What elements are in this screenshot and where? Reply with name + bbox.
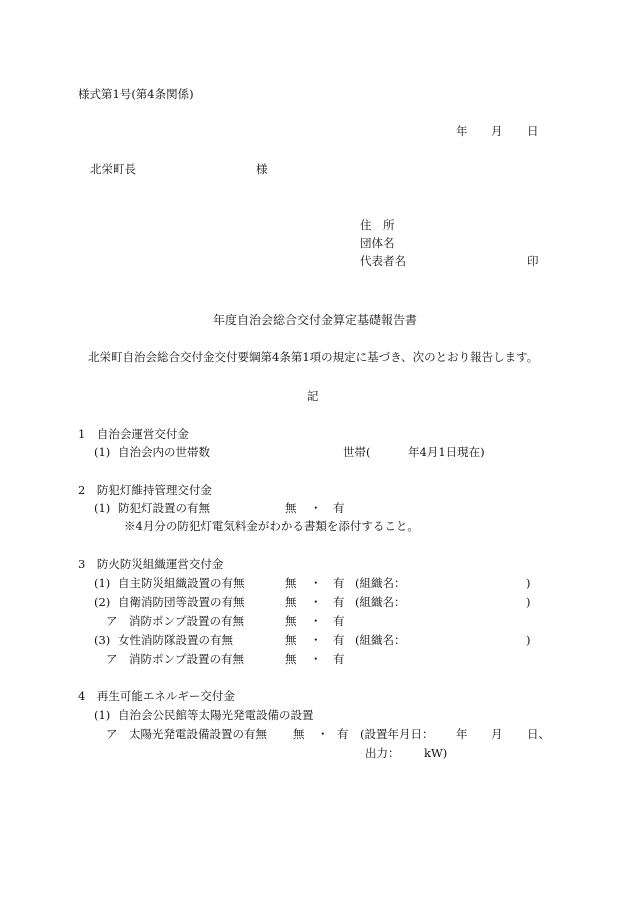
choice-yes: 有 (333, 614, 345, 628)
s1-item1-label: 自治会内の世帯数 (118, 445, 210, 459)
choice-dot: ・ (310, 614, 322, 628)
s1-as-of-date: 年4月1日現在) (408, 445, 485, 459)
choice-yes: 有 (333, 652, 345, 666)
install-date-label: (設置年月日： (360, 727, 434, 741)
intro-text: 北栄町自治会総合交付金交付要綱第4条第1項の規定に基づき、次のとおり報告します。 (88, 350, 539, 364)
date-day: 日 (527, 124, 539, 138)
install-month: 月 (491, 727, 503, 741)
s4-solar-label: ア 太陽光発電設備設置の有無 (106, 727, 267, 741)
section-4-heading: 4 再生可能エネルギー交付金 (78, 689, 235, 703)
date-month: 月 (491, 124, 503, 138)
org-name-label: (組織名： (355, 633, 406, 647)
choice-yes: 有 (333, 595, 345, 609)
section-3-heading: 3 防火防災組織運営交付金 (78, 557, 224, 571)
org-name-close: ) (526, 595, 531, 609)
install-year: 年 (456, 727, 468, 741)
org-name-label: (組織名： (355, 576, 406, 590)
s3-item2a-label: ア 消防ポンプ設置の有無 (106, 614, 244, 628)
s4-item1-number: (1) (94, 708, 111, 722)
choice-none: 無 (285, 614, 297, 628)
s2-note: ※4月分の防犯灯電気料金がわかる書類を添付すること。 (124, 519, 419, 533)
choice-dot: ・ (317, 727, 329, 741)
choice-yes: 有 (337, 727, 349, 741)
s2-item1-label: 防犯灯設置の有無 (118, 501, 210, 515)
s3-item3-number: (3) (94, 633, 111, 647)
choice-none: 無 (293, 727, 305, 741)
addressee-honorific: 様 (256, 162, 268, 176)
s3-item3-label: 女性消防隊設置の有無 (118, 633, 233, 647)
choice-dot: ・ (310, 595, 322, 609)
choice-none: 無 (285, 576, 297, 590)
choice-yes: 有 (333, 576, 345, 590)
s1-item1-number: (1) (94, 445, 111, 459)
install-day: 日、 (527, 727, 550, 741)
s3-item3a-label: ア 消防ポンプ設置の有無 (106, 652, 244, 666)
choice-yes: 有 (333, 501, 345, 515)
document-title: 年度自治会総合交付金算定基礎報告書 (213, 313, 418, 327)
seal-mark: 印 (527, 254, 539, 268)
output-label: 出力： (365, 746, 400, 760)
representative-label: 代表者名 (360, 254, 406, 268)
choice-none: 無 (285, 633, 297, 647)
form-number: 様式第1号(第4条関係) (78, 87, 194, 101)
s3-item1-number: (1) (94, 576, 111, 590)
addressee-name: 北栄町長 (90, 162, 136, 176)
choice-dot: ・ (310, 501, 322, 515)
choice-dot: ・ (310, 633, 322, 647)
group-name-label: 団体名 (360, 236, 395, 250)
section-2-heading: 2 防犯灯維持管理交付金 (78, 483, 212, 497)
s1-household-unit: 世帯( (343, 445, 371, 459)
choice-none: 無 (285, 652, 297, 666)
output-unit: kW) (424, 746, 448, 760)
s4-item1-label: 自治会公民館等太陽光発電設備の設置 (118, 708, 314, 722)
s2-item1-number: (1) (94, 501, 111, 515)
s3-item2-number: (2) (94, 595, 111, 609)
s3-item1-label: 自主防災組織設置の有無 (118, 576, 245, 590)
org-name-close: ) (526, 576, 531, 590)
choice-none: 無 (285, 501, 297, 515)
ki-heading: 記 (307, 389, 319, 403)
section-1-heading: 1 自治会運営交付金 (78, 427, 189, 441)
org-name-label: (組織名： (355, 595, 406, 609)
s3-item2-label: 自衛消防団等設置の有無 (118, 595, 245, 609)
choice-yes: 有 (333, 633, 345, 647)
address-label: 住 所 (360, 218, 395, 232)
choice-dot: ・ (310, 652, 322, 666)
choice-none: 無 (285, 595, 297, 609)
date-year: 年 (456, 124, 468, 138)
choice-dot: ・ (310, 576, 322, 590)
org-name-close: ) (526, 633, 531, 647)
